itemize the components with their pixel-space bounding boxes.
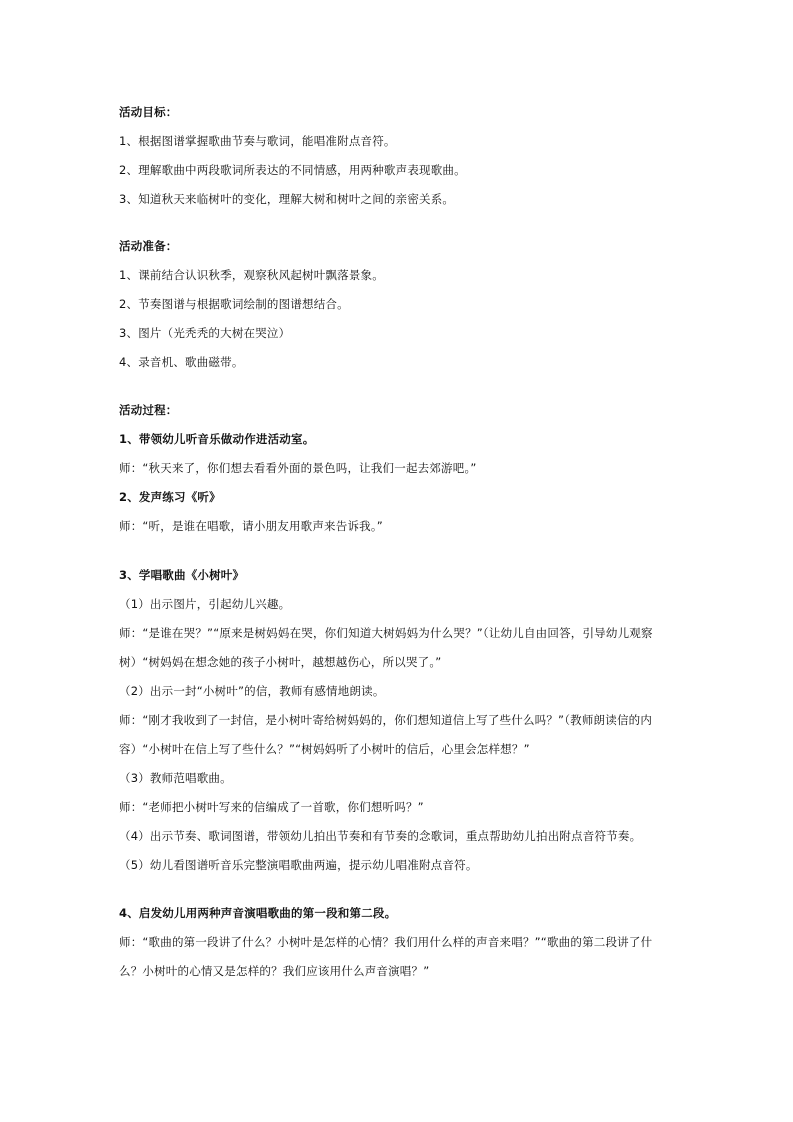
process-step-1-heading: 1、带领幼儿听音乐做动作进活动室。 [119,432,315,446]
process-step-3-dialogue-2b: 容）“小树叶在信上写了些什么？”“树妈妈听了小树叶的信后，心里会怎样想？” [119,742,530,756]
process-step-4-dialogue-b: 么？小树叶的心情又是怎样的？我们应该用什么声音演唱？” [119,964,430,978]
section-heading-process: 活动过程： [119,403,178,417]
goal-item-3: 3、知道秋天来临树叶的变化，理解大树和树叶之间的亲密关系。 [119,192,455,206]
process-step-2-heading: 2、发声练习《听》 [119,490,221,504]
prep-item-3: 3、图片（光秃秃的大树在哭泣） [119,326,291,340]
process-step-3-sub-2: （2）出示一封“小树叶”的信，教师有感情地朗读。 [119,684,385,698]
process-step-3-heading: 3、学唱歌曲《小树叶》 [119,568,245,582]
process-step-3-sub-4: （4）出示节奏、歌词图谱，带领幼儿拍出节奏和有节奏的念歌词，重点帮助幼儿拍出附点音符节奏。 [119,829,642,843]
prep-item-2: 2、节奏图谱与根据歌词绘制的图谱想结合。 [119,297,349,311]
prep-item-1: 1、课前结合认识秋季，观察秋风起树叶飘落景象。 [119,268,384,282]
process-step-2-dialogue: 师：“听，是谁在唱歌，请小朋友用歌声来告诉我。” [119,519,383,533]
prep-item-4: 4、录音机、歌曲磁带。 [119,355,244,369]
process-step-3-sub-5: （5）幼儿看图谱听音乐完整演唱歌曲两遍，提示幼儿唱准附点音符。 [119,858,478,872]
process-step-1-dialogue: 师：“秋天来了，你们想去看看外面的景色吗，让我们一起去郊游吧。” [119,461,477,475]
process-step-3-dialogue-2a: 师：“刚才我收到了一封信，是小树叶寄给树妈妈的，你们想知道信上写了些什么吗？”（教师朗读信的内 [119,713,653,727]
process-step-3-dialogue-3: 师：“老师把小树叶写来的信编成了一首歌，你们想听吗？” [119,800,424,814]
process-step-4-heading: 4、启发幼儿用两种声音演唱歌曲的第一段和第二段。 [119,906,397,920]
process-step-3-dialogue-1a: 师：“是谁在哭？”“原来是树妈妈在哭，你们知道大树妈妈为什么哭？”（让幼儿自由回答，引导幼儿观察 [119,626,653,640]
section-heading-preparation: 活动准备： [119,239,178,253]
goal-item-1: 1、根据图谱掌握歌曲节奏与歌词，能唱准附点音符。 [119,134,396,148]
process-step-3-sub-1: （1）出示图片，引起幼儿兴趣。 [119,597,291,611]
process-step-3-sub-3: （3）教师范唱歌曲。 [119,771,232,785]
section-heading-goals: 活动目标： [119,105,178,119]
goal-item-2: 2、理解歌曲中两段歌词所表达的不同情感，用两种歌声表现歌曲。 [119,163,466,177]
process-step-4-dialogue-a: 师：“歌曲的第一段讲了什么？小树叶是怎样的心情？我们用什么样的声音来唱？”“歌曲的第二段讲了什 [119,935,653,949]
process-step-3-dialogue-1b: 树）“树妈妈在想念她的孩子小树叶，越想越伤心，所以哭了。” [119,655,442,669]
